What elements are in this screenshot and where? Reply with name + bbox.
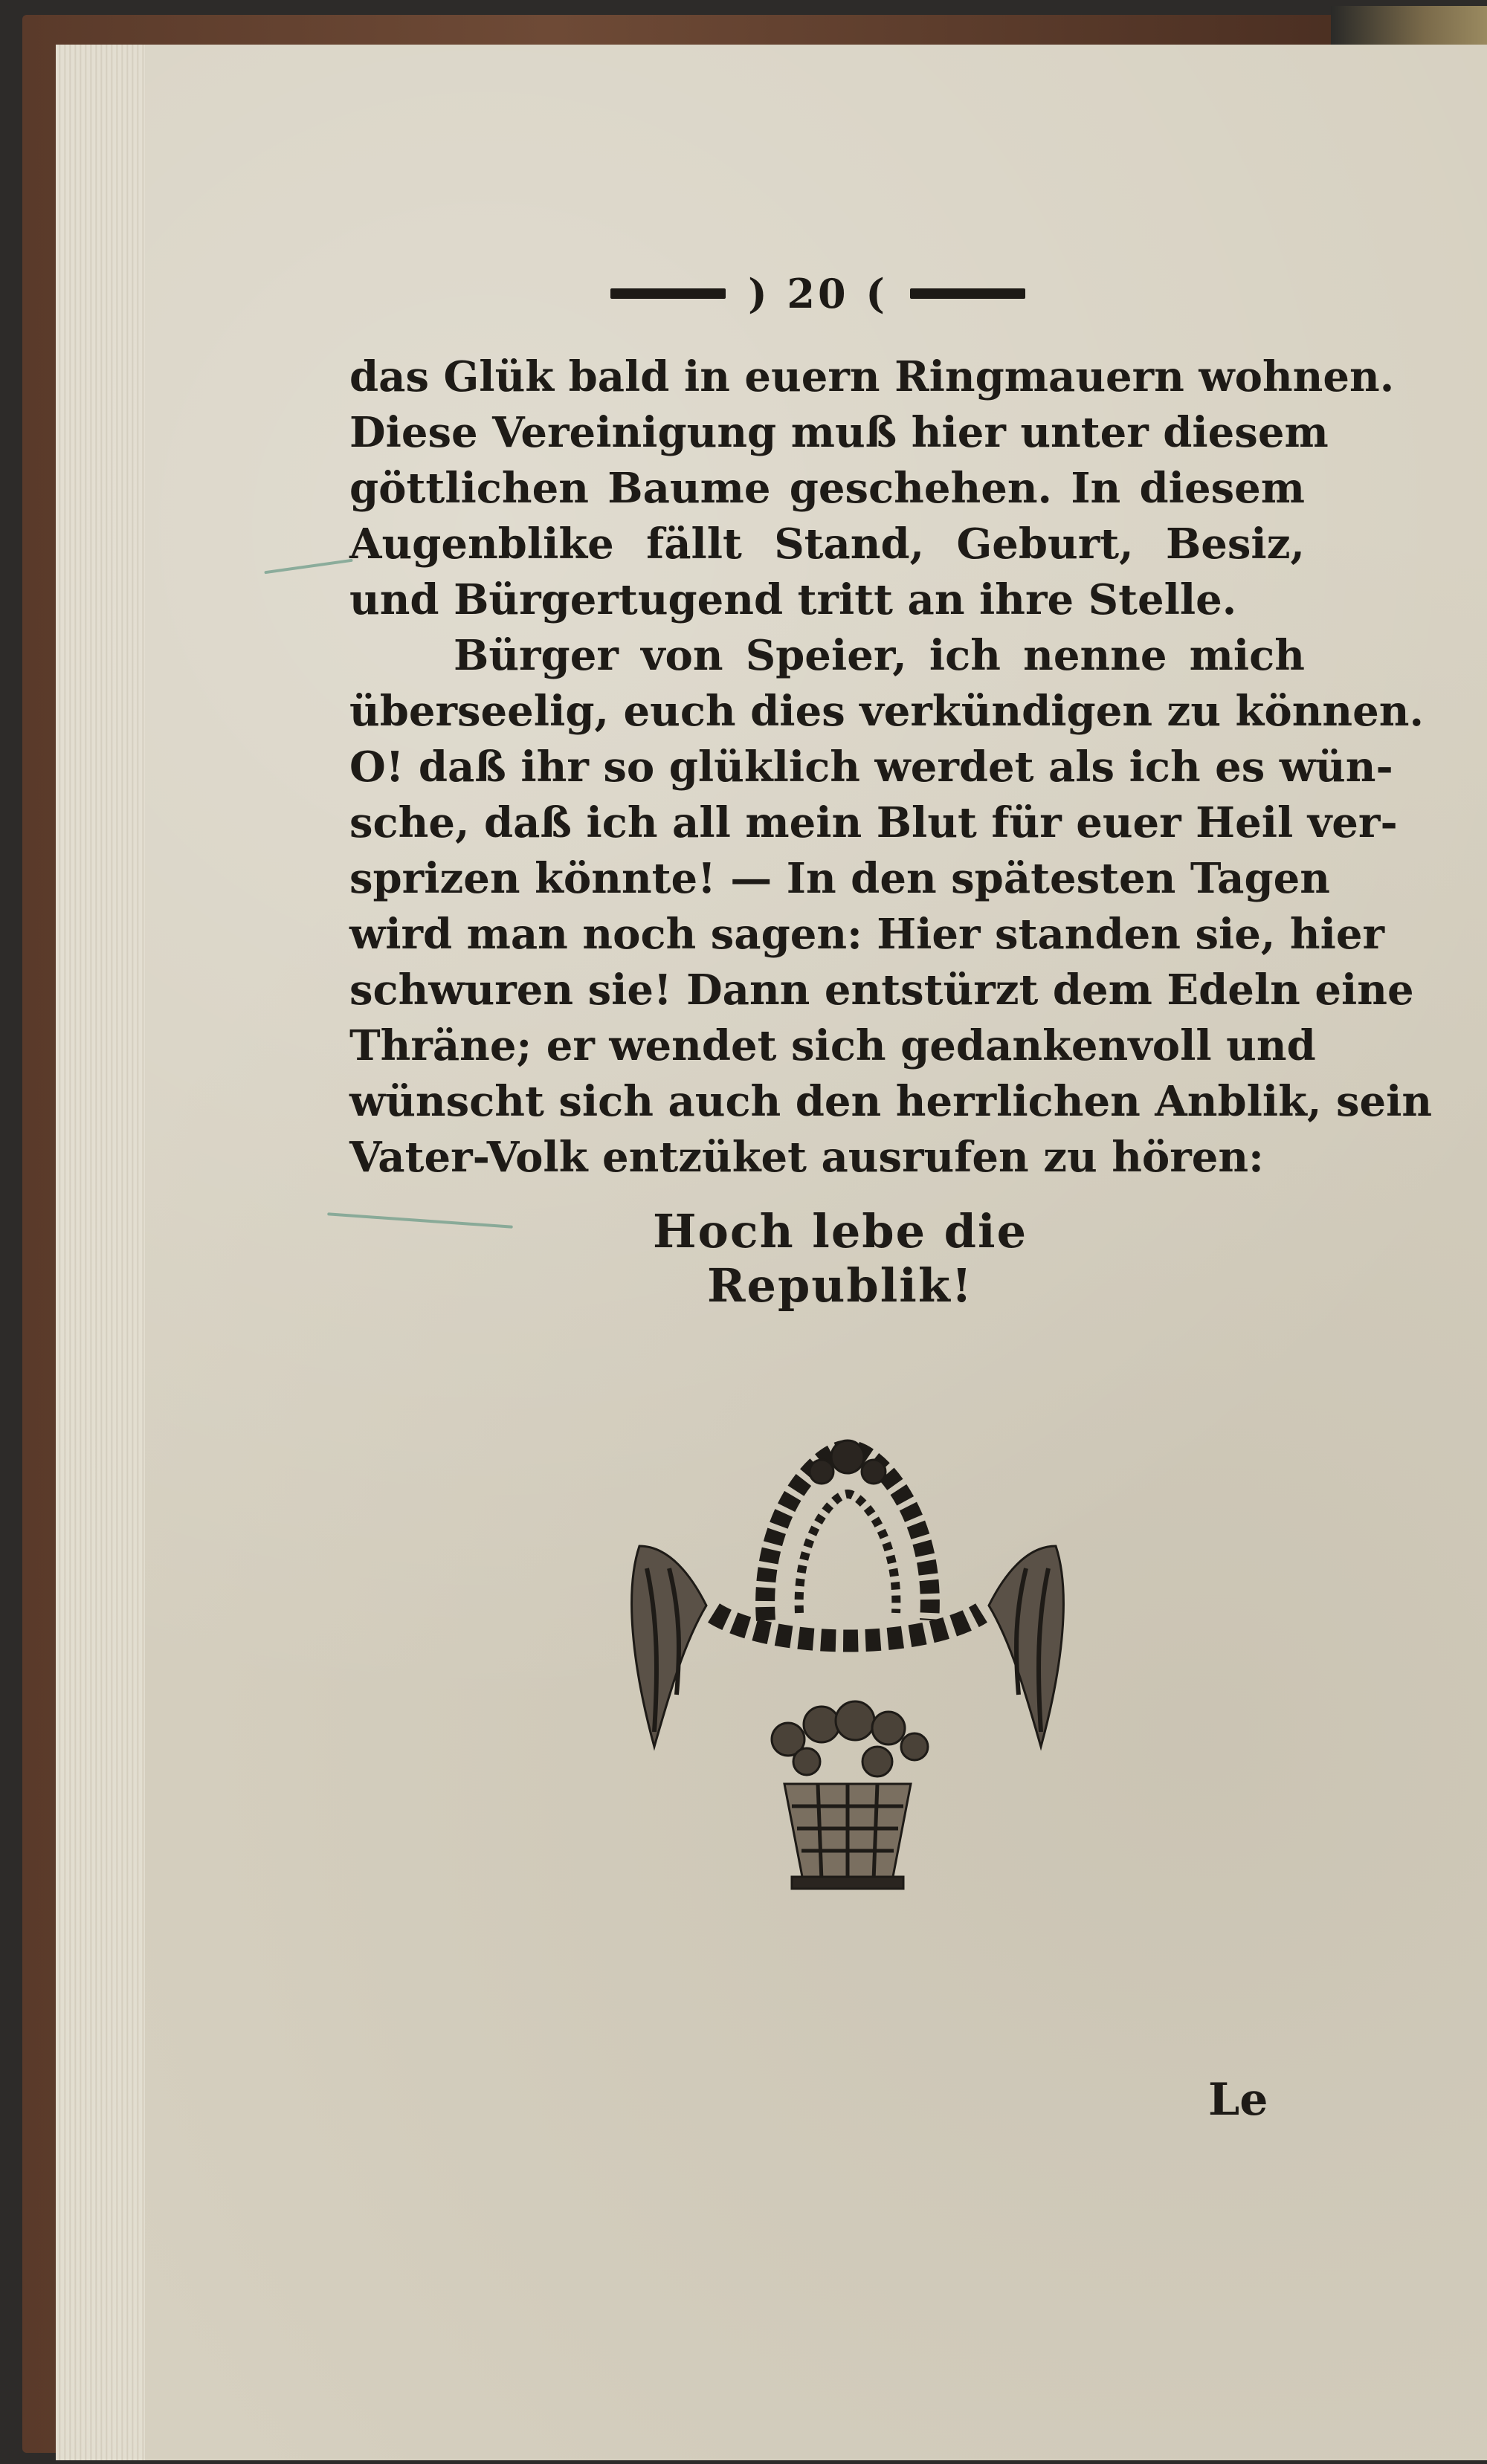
text-line: das Glük bald in euern Ringmauern wohnen.	[349, 352, 1395, 401]
page-header	[572, 271, 1063, 316]
flower-basket-vignette-icon	[625, 1427, 1071, 1903]
text-line: wünscht sich auch den herrlichen Anblik, sein	[349, 1077, 1433, 1126]
header-rule-left	[610, 288, 726, 299]
text-line: Diese Vereinigung muß hier unter diesem	[349, 408, 1329, 457]
text-line: schwuren sie! Dann entstürzt dem Edeln eine	[349, 966, 1414, 1015]
closing-line: Hoch lebe die Republik!	[652, 1204, 1028, 1313]
text-line: O! daß ihr so glüklich werdet als ich es wün-	[349, 743, 1393, 792]
page-number: ) 20 (	[748, 270, 888, 317]
text-line: Augenblike fällt Stand, Geburt, Besiz,	[349, 520, 1305, 569]
text-line: Bürger von Speier, ich nenne mich	[454, 631, 1305, 680]
body-text	[349, 349, 1433, 1186]
page-stack-edges	[56, 45, 145, 2460]
catchword: Le	[1208, 2074, 1268, 2126]
text-line: Vater-Volk entzüket ausrufen zu hören:	[349, 1133, 1264, 1182]
text-line: Thräne; er wendet sich gedankenvoll und	[349, 1021, 1316, 1070]
text-line: sprizen könnte! — In den spätesten Tagen	[349, 854, 1330, 903]
text-line: überseelig, euch dies verkündigen zu können.	[349, 687, 1424, 736]
text-line: wird man noch sagen: Hier standen sie, hier	[349, 910, 1384, 959]
header-rule-right	[910, 288, 1025, 299]
text-line: göttlichen Baume geschehen. In diesem	[349, 464, 1305, 513]
text-line: und Bürgertugend tritt an ihre Stelle.	[349, 575, 1237, 624]
text-line: sche, daß ich all mein Blut für euer Heil ver-	[349, 798, 1398, 847]
